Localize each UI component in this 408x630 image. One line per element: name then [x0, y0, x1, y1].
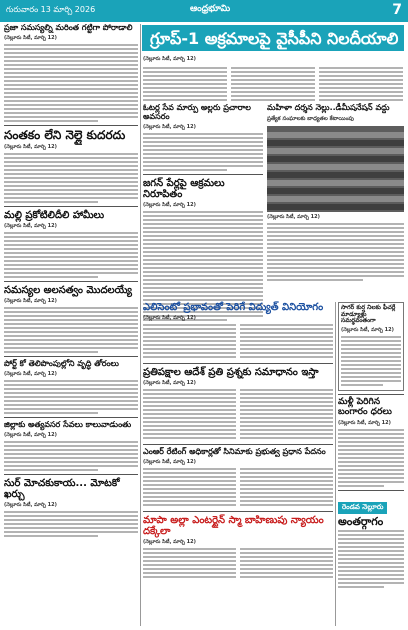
divider	[4, 417, 138, 418]
body-text	[4, 232, 138, 278]
dateline: (నెల్లూరు సిటీ, మార్చి 12)	[4, 431, 57, 438]
center-story-3	[143, 448, 333, 508]
dateline: (నెల్లూరు సిటీ, మార్చి 12)	[143, 538, 196, 545]
body-text	[4, 153, 138, 203]
headline: ప్రజా సమస్యల్ని మరింత గట్టిగా పోరాడాలి	[4, 23, 133, 32]
body-text	[4, 441, 138, 471]
middle-story-1	[143, 104, 263, 171]
body-text	[267, 223, 404, 281]
divider	[4, 474, 138, 475]
dateline: (నెల్లూరు సిటీ, మార్చి 12)	[143, 201, 196, 208]
body-text	[4, 44, 138, 122]
dateline: (నెల్లూరు సిటీ, మార్చి 12)	[143, 458, 196, 465]
headline: సాగర్ కుర్ష నిలకు ఫీచర్లే మాడ్యూళ్లు సమర్థవంతంగా	[341, 304, 396, 325]
body-text	[4, 307, 138, 353]
divider	[4, 125, 138, 126]
right-story-1	[338, 302, 404, 391]
lead-text-col-3	[319, 67, 403, 103]
divider	[4, 281, 138, 282]
body-text	[143, 389, 236, 441]
lead-text-col-1	[143, 67, 227, 103]
lead-banner	[142, 25, 404, 51]
headline: మల్లి ప్రకోటిలిదీలి హామీలు	[4, 209, 105, 221]
body-text	[240, 548, 333, 580]
left-story-6	[4, 421, 138, 471]
headline: మహిళా దర్శన నెల్లు..డీమీషనేషన్ వద్దు	[267, 103, 390, 112]
body-text	[143, 548, 236, 580]
right-story-2	[338, 398, 404, 487]
headline: సమస్యల అలసత్వం మొదలయ్యే	[4, 284, 132, 296]
lead-dateline: (నెల్లూరు సిటీ, మార్చి 12)	[143, 56, 196, 62]
divider	[4, 356, 138, 357]
dateline: (నెల్లూరు సిటీ, మార్చి 12)	[338, 419, 391, 426]
divider	[4, 206, 138, 207]
dateline: (నెల్లూరు సిటీ, మార్చి 12)	[143, 123, 196, 130]
dateline: (నెల్లూరు సిటీ, మార్చి 12)	[4, 501, 57, 508]
headline: మాపా అల్లా ఎంటర్టైన్ స్మా బాహిణుపు న్యాయం దక్కేలా	[143, 514, 324, 537]
divider	[143, 363, 333, 364]
body-text	[240, 389, 333, 441]
divider	[143, 174, 263, 175]
divider	[143, 511, 333, 512]
headline: పోర్ట్ కో తెలిపొంపుల్లోని వృద్ధి తోరంలు	[4, 358, 119, 368]
left-story-5	[4, 360, 138, 414]
right-section	[338, 494, 404, 588]
subhead: ప్రత్యేక సంఘాలకు బాధ్యతల కేటాయింపు	[267, 115, 354, 122]
dateline: (నెల్లూరు సిటీ, మార్చి 12)	[143, 315, 196, 321]
column-rule	[335, 302, 336, 626]
middle-column	[143, 104, 263, 323]
issue-date: గురువారం 13 మార్చి 2026	[6, 5, 96, 14]
middle-story-2	[143, 178, 263, 321]
right-column	[338, 302, 404, 590]
right-top-story	[267, 104, 404, 283]
body-text	[143, 324, 236, 360]
masthead: ఆంధ్రభూమి	[190, 4, 231, 14]
left-column	[4, 24, 138, 539]
dateline: (నెల్లూరు సిటీ, మార్చి 12)	[4, 143, 57, 150]
body-text	[338, 530, 404, 588]
headline: మళ్లీ పెరిగిన బంగారం ధరలు	[338, 396, 392, 417]
dateline: (నెల్లూరు సిటీ, మార్చి 12)	[4, 222, 57, 229]
event-photo	[267, 126, 404, 212]
dateline: (నెల్లూరు సిటీ, మార్చి 12)	[267, 213, 320, 220]
divider	[338, 490, 404, 491]
body-text	[338, 429, 404, 487]
headline: ఎంఆర్ రేటింగ్ అధికార్లతో సినిమాకు ప్రభుత్వ ప్రధాన పేదనం	[143, 447, 326, 456]
dateline: (నెల్లూరు సిటీ, మార్చి 12)	[4, 297, 57, 304]
page-header	[0, 0, 408, 22]
section-label: రెండవ నెల్లూరు	[338, 502, 387, 514]
page-number: 7	[392, 2, 402, 18]
center-story-1	[143, 302, 333, 360]
headline: ఓటర్ల సేవ మార్పు అల్లరు ప్రచారాల అవసరం	[143, 103, 251, 121]
headline: ఎలిసెంటో ప్రభావంతో పెరిగే విద్యుత్ వినియోగం	[143, 302, 324, 313]
section-title: అంతర్గాగం	[338, 514, 384, 528]
body-text	[143, 133, 263, 171]
left-story-2	[4, 129, 138, 203]
headline: సంతకం లేని నెల్లై కుదరదు	[4, 127, 126, 142]
body-text	[240, 324, 333, 360]
left-story-1	[4, 24, 138, 122]
center-story-2	[143, 367, 333, 441]
divider	[143, 444, 333, 445]
headline: జగన్ పేర్లపై ఆక్రమలు నిరూపితం	[143, 177, 225, 200]
center-story-4	[143, 515, 333, 580]
body-text	[4, 511, 138, 537]
column-rule	[140, 24, 141, 626]
lead-text-col-2	[231, 67, 315, 103]
dateline: (నెల్లూరు సిటీ, మార్చి 12)	[4, 370, 57, 377]
body-text	[341, 336, 401, 386]
left-story-7	[4, 478, 138, 537]
left-story-3	[4, 210, 138, 278]
body-text	[4, 380, 138, 414]
body-text	[240, 468, 333, 508]
headline: ప్రతిపక్షాల ఆదేశ్ ప్రతి ప్రశ్నకు సమాధానం ఇస్తా	[143, 367, 319, 378]
divider	[338, 394, 404, 395]
headline: జిల్లాకు అత్యవసర సేవలు కాలువాడుంతు	[4, 419, 132, 429]
dateline: (నెల్లూరు సిటీ, మార్చి 12)	[143, 380, 196, 386]
dateline: (నెల్లూరు సిటీ, మార్చి 12)	[341, 326, 394, 333]
dateline: (నెల్లూరు సిటీ, మార్చి 12)	[4, 34, 57, 41]
center-lower	[143, 302, 333, 580]
headline: సుర్ మోచకుకాయ... మోటకో ఖర్చు	[4, 477, 120, 500]
body-text	[143, 468, 236, 508]
left-story-4	[4, 285, 138, 353]
lead-headline: గ్రూప్-1 అక్రమాలపై వైసీపీని నిలదీయాలి	[150, 29, 399, 48]
lead-body	[143, 54, 403, 103]
